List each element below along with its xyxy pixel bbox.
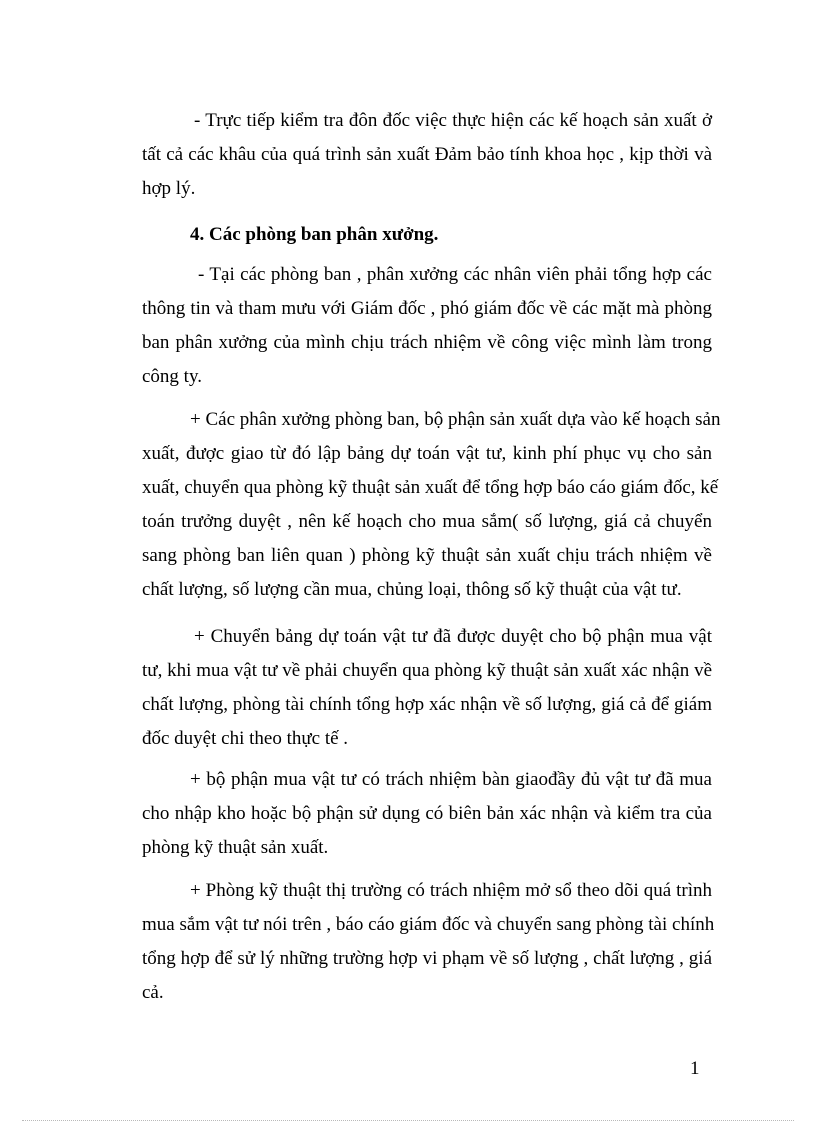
text-line: + bộ phận mua vật tư có trách nhiệm bàn giaođầy đủ vật tư đã mua bbox=[190, 769, 712, 790]
text-line: ban phân xưởng của mình chịu trách nhiệm về công việc mình làm trong bbox=[142, 332, 712, 353]
text-line: + Các phân xưởng phòng ban, bộ phận sản xuất dựa vào kế hoạch sản bbox=[190, 409, 721, 430]
section-heading bbox=[142, 218, 712, 252]
text-line: mua sắm vật tư nói trên , báo cáo giám đốc và chuyển sang phòng tài chính bbox=[142, 914, 715, 935]
text-line: xuất, được giao từ đó lập bảng dự toán vật tư, kinh phí phục vụ cho sản bbox=[142, 443, 712, 464]
text-line: - Trực tiếp kiểm tra đôn đốc việc thực hiện các kế hoạch sản xuất ở bbox=[194, 110, 712, 131]
text-line: hợp lý. bbox=[142, 178, 196, 199]
paragraph-approval bbox=[142, 620, 712, 756]
text-line: thông tin và tham mưu với Giám đốc , phó giám đốc về các mặt mà phòng bbox=[142, 298, 712, 319]
text-line: + Phòng kỹ thuật thị trường có trách nhiệm mở sổ theo dõi quá trình bbox=[190, 880, 712, 901]
text-line: tổng hợp để sử lý những trường hợp vi phạm về số lượng , chất lượng , giá bbox=[142, 948, 712, 969]
text-line: chất lượng, phòng tài chính tổng hợp xác nhận về số lượng, giá cả để giám bbox=[142, 694, 712, 715]
text-line: công ty. bbox=[142, 366, 202, 387]
text-line: phòng kỹ thuật sản xuất. bbox=[142, 837, 329, 858]
page-number: 1 bbox=[690, 1058, 700, 1079]
paragraph-monitoring bbox=[142, 874, 715, 1010]
text-line: cho nhập kho hoặc bộ phận sử dụng có biên bản xác nhận và kiểm tra của bbox=[142, 803, 712, 824]
heading-text: 4. Các phòng ban phân xưởng. bbox=[190, 224, 439, 245]
paragraph-planning bbox=[142, 403, 721, 607]
text-line: + Chuyển bảng dự toán vật tư đã được duyệt cho bộ phận mua vật bbox=[194, 626, 712, 647]
text-line: đốc duyệt chi theo thực tế . bbox=[142, 728, 349, 749]
paragraph-departments bbox=[142, 258, 712, 394]
text-line: xuất, chuyển qua phòng kỹ thuật sản xuất để tổng hợp báo cáo giám đốc, kế bbox=[142, 477, 719, 498]
text-line: tất cả các khâu của quá trình sản xuất Đảm bảo tính khoa học , kịp thời và bbox=[142, 144, 712, 165]
paragraph-handover bbox=[142, 763, 712, 865]
page-bottom-divider bbox=[22, 1120, 794, 1121]
text-line: tư, khi mua vật tư về phải chuyển qua phòng kỹ thuật sản xuất xác nhận về bbox=[142, 660, 712, 681]
text-line: cả. bbox=[142, 982, 164, 1003]
text-line: - Tại các phòng ban , phân xưởng các nhân viên phải tổng hợp các bbox=[198, 264, 712, 285]
text-line: sang phòng ban liên quan ) phòng kỹ thuật sản xuất chịu trách nhiệm về bbox=[142, 545, 712, 566]
paragraph-supervision bbox=[142, 104, 712, 206]
text-line: toán trưởng duyệt , nên kế hoạch cho mua sắm( số lượng, giá cả chuyển bbox=[142, 511, 712, 532]
text-line: chất lượng, số lượng cần mua, chủng loại, thông số kỹ thuật của vật tư. bbox=[142, 579, 682, 600]
